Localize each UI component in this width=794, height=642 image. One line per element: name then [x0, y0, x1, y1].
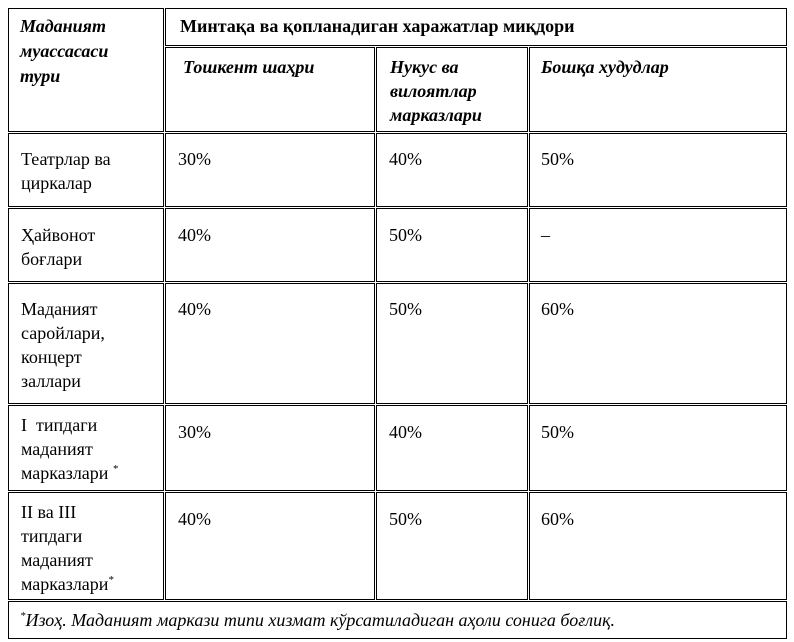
row-value-tashkent: 30% — [178, 149, 211, 169]
row-type-label: Ҳайвонот боғлари — [21, 225, 96, 269]
row-value-tashkent: 40% — [178, 225, 211, 245]
table-row-cell — [165, 405, 375, 491]
footnote-mark: * — [112, 463, 119, 475]
row-type-text: I типдаги маданият марказлари — [21, 415, 109, 483]
row-type-label — [21, 413, 141, 485]
row-value-nukus: 40% — [389, 149, 422, 169]
row-value-other: 60% — [541, 509, 574, 529]
row-type-text: II ва III типдаги маданият марказлари — [21, 502, 109, 594]
row-value-other: 50% — [541, 422, 574, 442]
table-row-cell — [529, 208, 787, 282]
row-value-other: 60% — [541, 299, 574, 319]
row-value-nukus: 50% — [389, 299, 422, 319]
row-value-tashkent: 30% — [178, 422, 211, 442]
row-value-other: – — [541, 225, 550, 245]
footnote-text: Изоҳ. Маданият маркази типи хизмат кўрсатиладиган аҳоли сонига боғлиқ. — [25, 610, 615, 630]
header-group-title: Минтақа ва қопланадиган харажатлар миқдори — [180, 16, 575, 36]
row-value-tashkent: 40% — [178, 509, 211, 529]
row-value-other: 50% — [541, 149, 574, 169]
row-type-label: Театрлар ва циркалар — [21, 149, 111, 193]
row-value-tashkent: 40% — [178, 299, 211, 319]
header-label-other: Бошқа худудлар — [541, 57, 669, 77]
footnote-mark: * — [20, 610, 26, 622]
table-row-cell — [529, 405, 787, 491]
row-type-label: Маданият саройлари, концерт заллари — [21, 299, 105, 391]
header-label-nukus: Нукус ва вилоятлар марказлари — [390, 57, 482, 125]
row-value-nukus: 50% — [389, 509, 422, 529]
header-label-type: Маданият муассасаси тури — [20, 16, 109, 86]
row-type-label — [21, 500, 139, 596]
table-row-cell — [376, 405, 528, 491]
header-label-tashkent: Тошкент шаҳри — [183, 57, 315, 77]
row-value-nukus: 50% — [389, 225, 422, 245]
row-value-nukus: 40% — [389, 422, 422, 442]
footnote — [20, 608, 780, 632]
footnote-mark: * — [108, 574, 114, 586]
